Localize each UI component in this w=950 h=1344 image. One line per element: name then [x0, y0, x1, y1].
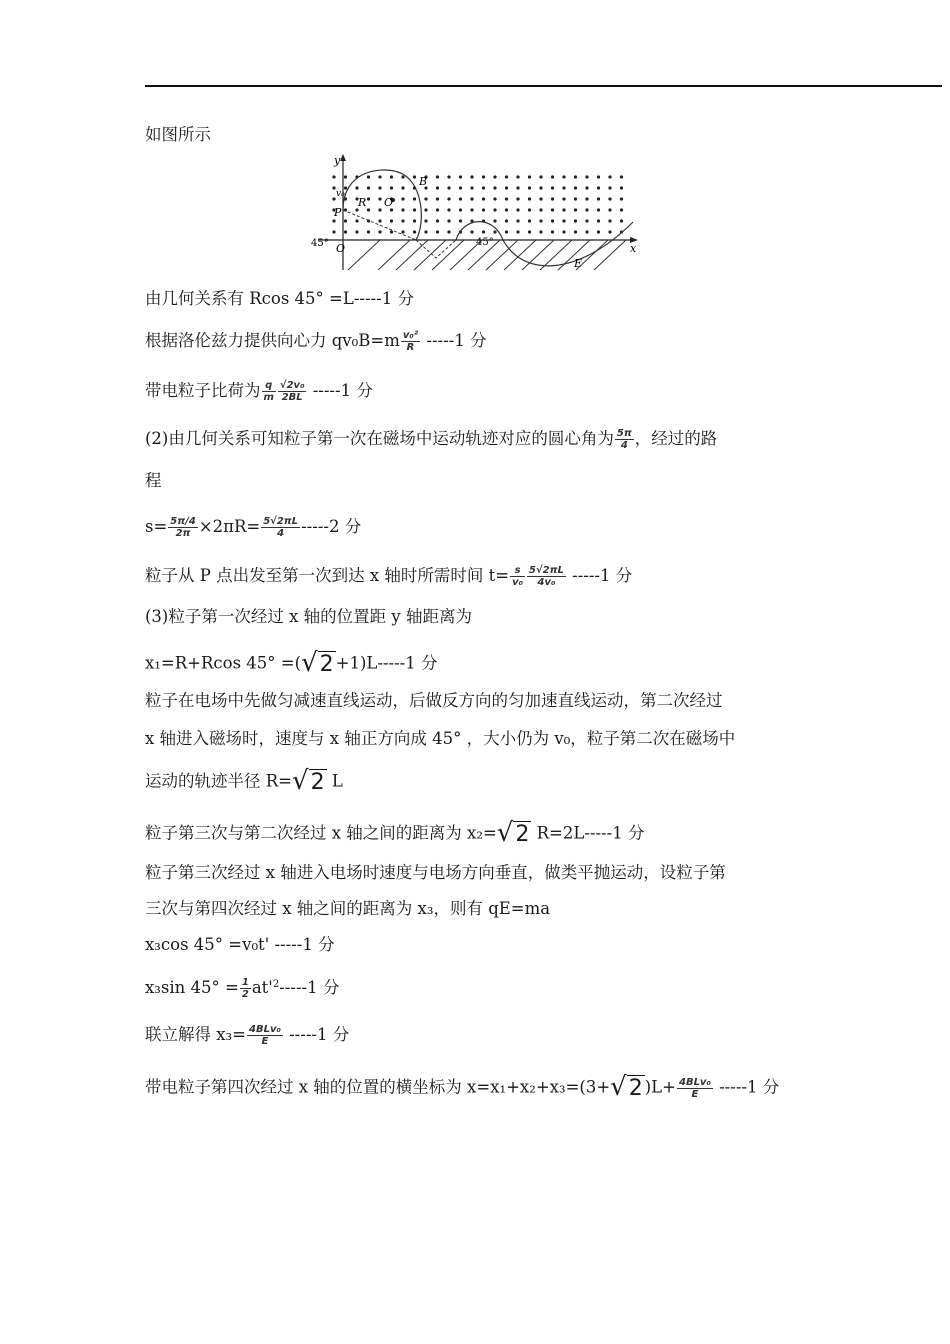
e-label: E — [574, 257, 583, 270]
text-line: (3)粒子第一次经过 x 轴的位置距 y 轴距离为 — [145, 607, 472, 626]
sqrt-symbol: √2 — [610, 1072, 643, 1102]
angle-label-1: 45° — [311, 238, 329, 249]
text-line: 由几何关系有 Rcos 45° =L-----1 分 — [145, 289, 414, 308]
fraction: $\frac{\text{4BLv₀}}{E}$ — [249, 1024, 281, 1047]
fraction: $\frac{1}{2}$ — [241, 977, 249, 1000]
text-line: s= $\frac{5\pi/4}{2\pi}$ ×2πR= $\frac{5√2\pi L}{4}$ -----2 分 — [145, 516, 362, 539]
text-line: (2)由几何关系可知粒子第一次在磁场中运动轨迹对应的圆心角为 $\frac{5\pi}{4}$ ，经过的路 — [145, 428, 718, 451]
physics-figure — [308, 152, 643, 274]
fraction: $\frac{5\pi/4}{2\pi}$ — [170, 516, 196, 539]
text-line: 带电粒子第四次经过 x 轴的位置的横坐标为 x=x₁+x₂+x₃=(3+√2 )L+ $\frac{\text{4BLv₀}}{E}$ -----1 分 — [145, 1072, 780, 1102]
v0-label: v₀ — [336, 189, 345, 199]
sqrt-symbol: √2 — [301, 648, 334, 678]
text-line: 联立解得 x₃= $\frac{\text{4BLv₀}}{E}$ -----1 分 — [145, 1024, 350, 1047]
text-line: 带电粒子比荷为 $\frac{q}{m}$ $\frac{\text{√2v₀}}{2BL}$ -----1 分 — [145, 380, 373, 403]
fraction: $\frac{q}{m}$ — [263, 380, 274, 403]
text-line: 粒子第三次与第二次经过 x 轴之间的距离为 x₂=√2 R=2L-----1 分 — [145, 818, 645, 848]
sqrt-symbol: √2 — [292, 766, 325, 796]
x-axis-label: x — [630, 242, 637, 255]
text-line: 粒子在电场中先做匀减速直线运动，后做反方向的匀加速直线运动，第二次经过 — [145, 691, 723, 710]
fraction: $\frac{\text{v₀²}}{R}$ — [402, 330, 419, 353]
text-line: 粒子从 P 点出发至第一次到达 x 轴时所需时间 t= $\frac{s}{\text{v₀}}$ $\frac{5√2\pi L}{\text{4v₀}}$ -----1 分 — [145, 565, 633, 588]
sqrt-symbol: √2 — [496, 818, 530, 848]
text-line: 粒子第三次经过 x 轴进入电场时速度与电场方向垂直，做类平抛运动，设粒子第 — [145, 863, 726, 882]
text-line: 三次与第四次经过 x 轴之间的距离为 x₃，则有 qE=ma — [145, 899, 551, 918]
y-axis-label: y — [334, 154, 341, 167]
text-line: x₃cos 45° =v₀t' -----1 分 — [145, 935, 335, 954]
p-label: P — [334, 206, 342, 219]
text-line: x₁=R+Rcos 45° =(√2 +1)L-----1 分 — [145, 648, 438, 678]
r-label: R — [358, 196, 367, 209]
angle-label-2: 45° — [476, 237, 494, 248]
center-label: O — [384, 196, 394, 209]
fraction: $\frac{\text{√2v₀}}{2BL}$ — [279, 380, 305, 403]
magnetic-field-dots — [328, 170, 628, 240]
fraction: $\frac{5√2\pi L}{4}$ — [263, 516, 299, 539]
text-line: 程 — [145, 471, 162, 490]
b-label: B — [419, 175, 428, 188]
origin-label: O — [336, 242, 346, 255]
header-rule — [145, 85, 942, 87]
fraction: $\frac{\text{4BLv₀}}{E}$ — [678, 1076, 711, 1100]
fraction: $\frac{5√2\pi L}{\text{4v₀}}$ — [529, 565, 564, 588]
text-line: 运动的轨迹半径 R=√2 L — [145, 766, 343, 796]
text-line: x 轴进入磁场时，速度与 x 轴正方向成 45° ，大小仍为 v₀，粒子第二次在磁场中 — [145, 729, 736, 748]
text-line: 如图所示 — [145, 125, 211, 144]
fraction: $\frac{5\pi}{4}$ — [616, 428, 632, 451]
text-line: x₃sin 45° = $\frac{1}{2}$ $at'^2-----1$ 分 — [145, 977, 340, 1000]
text-line: 根据洛伦兹力提供向心力 qv₀B=m $\frac{\text{v₀²}}{R}$ -----1 分 — [145, 330, 487, 353]
fraction: $\frac{s}{\text{v₀}}$ — [512, 565, 523, 588]
